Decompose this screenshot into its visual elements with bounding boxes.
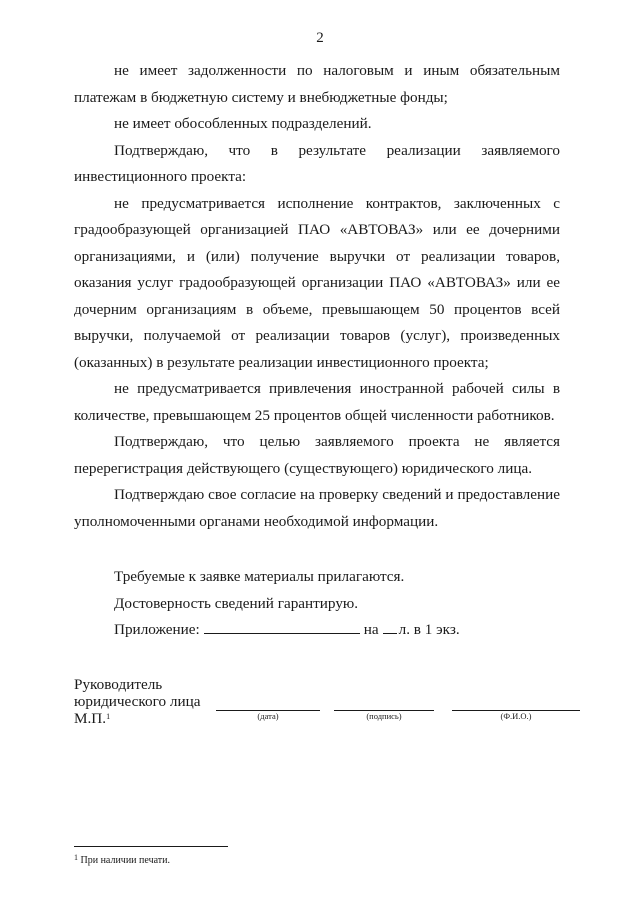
full-name-caption: (Ф.И.О.) <box>500 711 532 721</box>
footnote-divider <box>74 846 228 847</box>
footnote <box>74 855 170 866</box>
footnote-ref: 1 <box>106 712 111 721</box>
footnote-text: При наличии печати. <box>80 855 170 866</box>
attachments-included-line: Требуемые к заявке материалы прилагаются. <box>114 568 405 585</box>
signatory-subtitle: юридического лица <box>74 693 201 710</box>
signatory-title: Руководитель <box>74 676 163 693</box>
paragraph-confirm-project: Подтверждаю, что в результате реализации заявляемого инвестиционного проекта: <box>74 141 560 185</box>
paragraph-no-avtovaz-contracts: не предусматривается исполнение контрактов, заключенных с градообразующей организацией ПАО «АВТОВАЗ» или ее дочерними организациями, и (или) получение выручки от реализации товаров, оказания услуг градообразующей организации ПАО «АВТОВАЗ» или ее дочерним организациям в объеме, превышающем 50 процентов всей выручки, получаемой от реализации товаров (услуг), произведенных (оказанных) в результате реализации инвестиционного проекта; <box>74 194 560 371</box>
paragraph-no-foreign-labor: не предусматривается привлечения иностранной рабочей силы в количестве, превышающем 25 процентов общей численности работников. <box>74 380 560 424</box>
date-field <box>216 710 320 722</box>
pages-blank <box>383 619 397 634</box>
attachments-block <box>114 564 460 644</box>
signature-block <box>74 676 200 727</box>
appendix-suffix: л. в 1 экз. <box>398 621 460 638</box>
appendix-mid: на <box>363 621 379 638</box>
appendix-blank <box>204 619 360 634</box>
paragraph-no-branches: не имеет обособленных подразделений. <box>114 115 372 132</box>
signature-caption: (подпись) <box>366 711 402 721</box>
page-number: 2 <box>316 30 324 46</box>
signature-field <box>334 710 434 722</box>
paragraph-no-reregistration: Подтверждаю, что целью заявляемого проекта не является перерегистрация действующего (существующего) юридического лица. <box>74 433 560 477</box>
date-caption: (дата) <box>257 711 279 721</box>
appendix-line <box>114 617 460 644</box>
paragraph-no-debt: не имеет задолженности по налоговым и иным обязательным платежам в бюджетную систему и внебюджетные фонды; <box>74 62 560 106</box>
appendix-label: Приложение: <box>114 621 200 638</box>
seal-label: М.П.$^1$ <box>74 710 111 727</box>
full-name-field <box>452 710 580 722</box>
paragraph-consent-verification: Подтверждаю свое согласие на проверку сведений и предоставление уполномоченными органами необходимой информации. <box>74 486 560 530</box>
footnote-mark: 1 <box>74 853 78 862</box>
body-text <box>74 58 560 535</box>
reliability-guarantee-line: Достоверность сведений гарантирую. <box>114 594 359 612</box>
